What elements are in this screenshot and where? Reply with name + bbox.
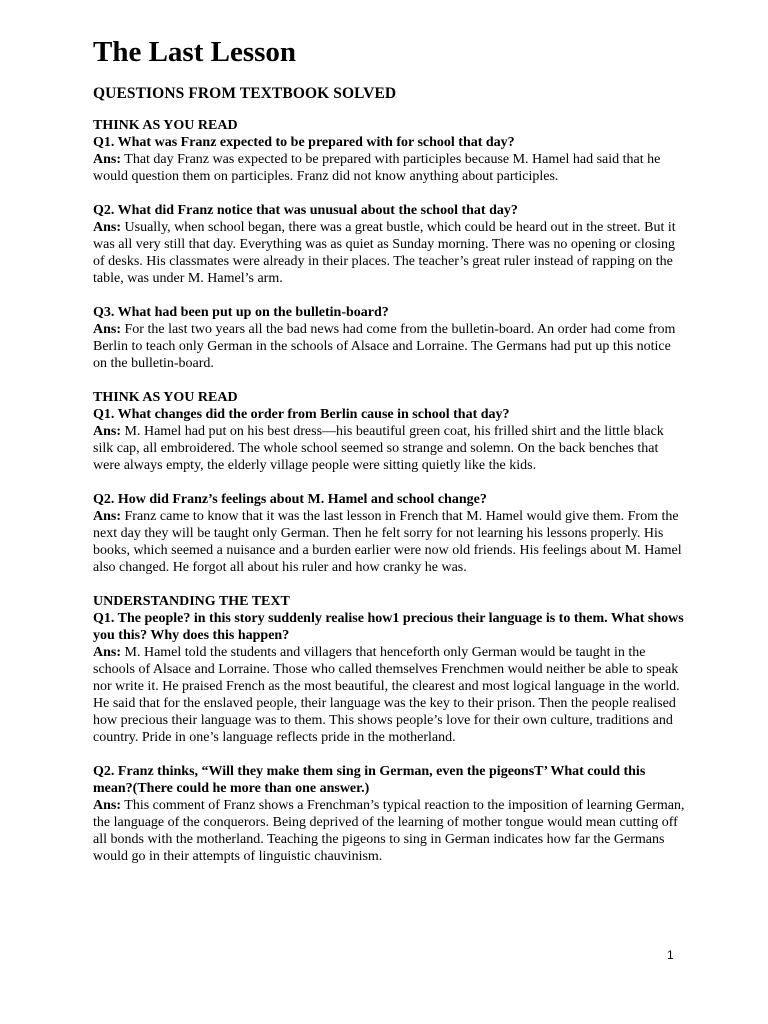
question: Q1. What changes did the order from Berlin cause in school that day? [93,407,510,422]
question: Q2. How did Franz’s feelings about M. Hamel and school change? [93,492,487,507]
page-subtitle: QUESTIONS FROM TEXTBOOK SOLVED [93,85,397,102]
answer [93,321,685,372]
answer [93,797,685,865]
answer-text: That day Franz was expected to be prepared with participles because M. Hamel had said that he would question them on participles. Franz did not know anything about participles. [93,152,661,184]
answer-text: Usually, when school began, there was a great bustle, which could be heard out in the street. But it was all very still that day. Everything was as quiet as Sunday morning. There was no opening or closing of desks. His classmates were already in their places. The teacher’s great ruler instead of rapping on the table, was under M. Hamel’s arm. [93,220,676,286]
section-heading: UNDERSTANDING THE TEXT [93,594,290,609]
answer-label: Ans: [93,322,122,337]
answer [93,508,685,576]
page-number: 1 [667,948,674,962]
answer-text: M. Hamel told the students and villagers that henceforth only German would be taught in the schools of Alsace and Lorraine. Those who called themselves Frenchmen would neither be able to speak nor write it. He praised French as the most beautiful, the clearest and most logical language in the world. He said that for the enslaved people, their language was the key to their prison. Then the people realised how precious their language was to them. This shows people’s love for their own culture, traditions and country. Pride in one’s language reflects pride in the motherland. [93,645,680,745]
answer-text: For the last two years all the bad news had come from the bulletin-board. An order had come from Berlin to teach only German in the schools of Alsace and Lorraine. The Germans had put up this notice on the bulletin-board. [93,322,676,371]
document-page [93,34,685,882]
section [93,593,685,865]
section [93,117,685,372]
answer [93,219,685,287]
answer-label: Ans: [93,424,122,439]
answer [93,423,685,474]
page-title: The Last Lesson [93,36,297,68]
answer-label: Ans: [93,509,122,524]
answer-text: This comment of Franz shows a Frenchman’s typical reaction to the imposition of learning German, the language of the conquerors. Being deprived of the learning of mother tongue would mean cutting off all bonds with the motherland. Teaching the pigeons to sing in German indicates how far the Germans would go in their attempts of linguistic chauvinism. [93,798,685,864]
question: Q2. What did Franz notice that was unusual about the school that day? [93,203,518,218]
section-heading: THINK AS YOU READ [93,390,238,405]
section-heading: THINK AS YOU READ [93,118,238,133]
answer [93,644,685,746]
answer-label: Ans: [93,152,122,167]
answer [93,151,685,185]
question: Q3. What had been put up on the bulletin-board? [93,305,389,320]
answer-label: Ans: [93,220,122,235]
answer-text: M. Hamel had put on his best dress—his beautiful green coat, his frilled shirt and the little black silk cap, all embroidered. The whole school seemed so strange and solemn. On the back benches that were always empty, the elderly village people were sitting quietly like the kids. [93,424,664,473]
question: Q1. What was Franz expected to be prepared with for school that day? [93,135,515,150]
answer-text: Franz came to know that it was the last lesson in French that M. Hamel would give them. From the next day they will be taught only German. Then he felt sorry for not learning his lessons properly. His books, which seemed a nuisance and a burden earlier were now old friends. His feelings about M. Hamel also changed. He forgot all about his ruler and how cranky he was. [93,509,682,575]
answer-label: Ans: [93,645,122,660]
question: Q1. The people? in this story suddenly realise how1 precious their language is to them. What shows you this? Why does this happen? [93,611,684,643]
section [93,389,685,576]
answer-label: Ans: [93,798,122,813]
qa-content [93,117,685,865]
question: Q2. Franz thinks, “Will they make them sing in German, even the pigeonsT’ What could this mean?(There could he more than one answer.) [93,764,646,796]
